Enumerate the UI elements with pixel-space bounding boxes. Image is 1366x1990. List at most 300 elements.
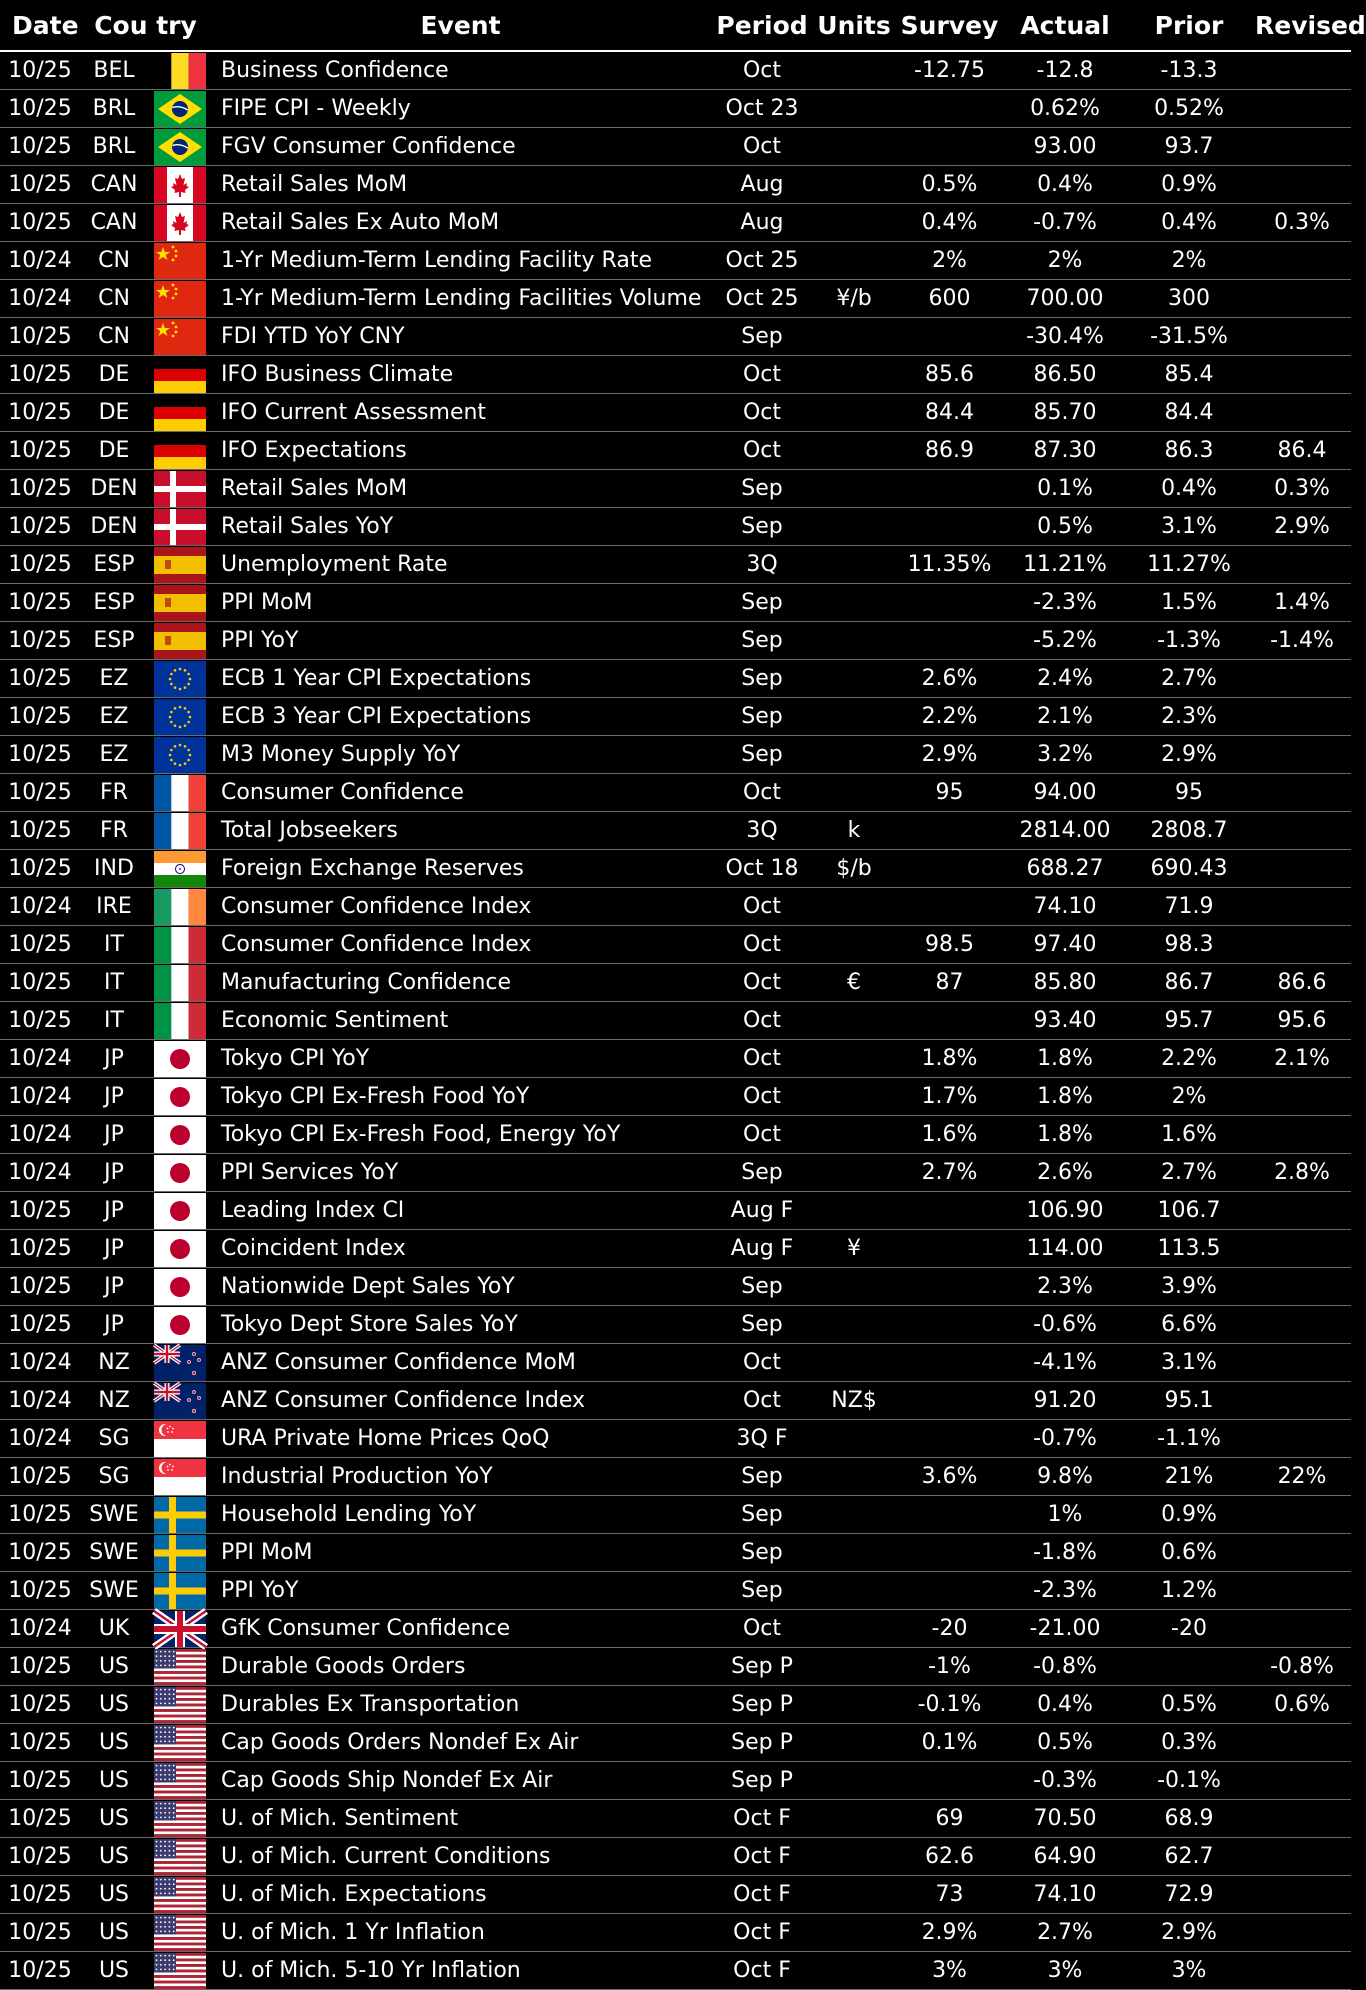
flag-cell xyxy=(148,1040,211,1078)
cell-event: Durable Goods Orders xyxy=(211,1648,710,1686)
cell-survey xyxy=(894,1268,1005,1306)
cell-prior: 3.9% xyxy=(1125,1268,1253,1306)
flag-new-zealand-icon xyxy=(154,1383,206,1419)
table-row xyxy=(0,622,1351,660)
cell-period: 3Q F xyxy=(710,1420,814,1458)
cell-event: Cap Goods Ship Nondef Ex Air xyxy=(211,1762,710,1800)
cell-revised xyxy=(1253,318,1351,356)
cell-survey: 85.6 xyxy=(894,356,1005,394)
cell-prior: 6.6% xyxy=(1125,1306,1253,1344)
cell-units xyxy=(814,1914,894,1952)
cell-date: 10/25 xyxy=(0,1306,80,1344)
col-header-prior: Prior xyxy=(1125,0,1253,51)
cell-revised xyxy=(1253,166,1351,204)
cell-prior: 0.5% xyxy=(1125,1686,1253,1724)
cell-date: 10/25 xyxy=(0,1230,80,1268)
cell-actual: 0.4% xyxy=(1005,1686,1125,1724)
cell-country: BEL xyxy=(80,51,148,90)
table-row xyxy=(0,964,1351,1002)
cell-event: Cap Goods Orders Nondef Ex Air xyxy=(211,1724,710,1762)
cell-actual: -0.8% xyxy=(1005,1648,1125,1686)
cell-event: PPI MoM xyxy=(211,1534,710,1572)
cell-units xyxy=(814,1724,894,1762)
flag-cell xyxy=(148,90,211,128)
cell-actual: 114.00 xyxy=(1005,1230,1125,1268)
table-row xyxy=(0,1458,1351,1496)
cell-period: 3Q xyxy=(710,812,814,850)
cell-prior: 3% xyxy=(1125,1952,1253,1990)
cell-actual: 1.8% xyxy=(1005,1116,1125,1154)
cell-units xyxy=(814,1800,894,1838)
flag-denmark-icon xyxy=(154,471,206,507)
flag-singapore-icon xyxy=(154,1459,206,1495)
cell-prior: 300 xyxy=(1125,280,1253,318)
cell-prior: -0.1% xyxy=(1125,1762,1253,1800)
cell-revised xyxy=(1253,888,1351,926)
cell-survey xyxy=(894,128,1005,166)
table-row xyxy=(0,926,1351,964)
cell-actual: 1.8% xyxy=(1005,1040,1125,1078)
cell-period: Oct xyxy=(710,1078,814,1116)
cell-prior: -1.3% xyxy=(1125,622,1253,660)
cell-actual: 2814.00 xyxy=(1005,812,1125,850)
cell-date: 10/25 xyxy=(0,774,80,812)
cell-survey: 1.7% xyxy=(894,1078,1005,1116)
cell-date: 10/25 xyxy=(0,1002,80,1040)
cell-revised xyxy=(1253,1534,1351,1572)
cell-survey xyxy=(894,1762,1005,1800)
cell-country: IT xyxy=(80,1002,148,1040)
cell-date: 10/25 xyxy=(0,1192,80,1230)
cell-survey: 2.9% xyxy=(894,736,1005,774)
cell-units xyxy=(814,356,894,394)
cell-date: 10/25 xyxy=(0,1648,80,1686)
cell-period: Oct xyxy=(710,128,814,166)
cell-survey: 2% xyxy=(894,242,1005,280)
cell-units xyxy=(814,1002,894,1040)
flag-cell xyxy=(148,812,211,850)
cell-period: Oct xyxy=(710,432,814,470)
table-row xyxy=(0,1496,1351,1534)
flag-cell xyxy=(148,1078,211,1116)
cell-units xyxy=(814,1192,894,1230)
cell-event: Household Lending YoY xyxy=(211,1496,710,1534)
table-row xyxy=(0,470,1351,508)
cell-country: US xyxy=(80,1952,148,1990)
cell-units xyxy=(814,1876,894,1914)
cell-revised: 0.3% xyxy=(1253,204,1351,242)
flag-france-icon xyxy=(154,775,206,811)
cell-period: Sep xyxy=(710,508,814,546)
cell-prior: 3.1% xyxy=(1125,1344,1253,1382)
cell-period: Oct xyxy=(710,774,814,812)
cell-units xyxy=(814,774,894,812)
flag-cell xyxy=(148,1230,211,1268)
cell-prior xyxy=(1125,1648,1253,1686)
flag-cell xyxy=(148,1116,211,1154)
cell-revised xyxy=(1253,926,1351,964)
flag-japan-icon xyxy=(154,1231,206,1267)
cell-country: NZ xyxy=(80,1344,148,1382)
cell-date: 10/24 xyxy=(0,1154,80,1192)
cell-units xyxy=(814,1952,894,1990)
cell-units xyxy=(814,1078,894,1116)
cell-country: EZ xyxy=(80,736,148,774)
table-row xyxy=(0,1876,1351,1914)
cell-country: CN xyxy=(80,280,148,318)
cell-date: 10/25 xyxy=(0,90,80,128)
cell-revised xyxy=(1253,1572,1351,1610)
cell-revised xyxy=(1253,546,1351,584)
cell-actual: 64.90 xyxy=(1005,1838,1125,1876)
cell-revised xyxy=(1253,1382,1351,1420)
cell-actual: -0.7% xyxy=(1005,204,1125,242)
flag-eu-icon xyxy=(154,699,206,735)
cell-country: ESP xyxy=(80,546,148,584)
flag-japan-icon xyxy=(154,1041,206,1077)
table-row xyxy=(0,1762,1351,1800)
cell-country: DE xyxy=(80,356,148,394)
flag-france-icon xyxy=(154,813,206,849)
flag-cell xyxy=(148,1344,211,1382)
cell-survey: 98.5 xyxy=(894,926,1005,964)
cell-actual: 2.3% xyxy=(1005,1268,1125,1306)
cell-country: EZ xyxy=(80,660,148,698)
cell-survey xyxy=(894,1572,1005,1610)
cell-revised xyxy=(1253,698,1351,736)
cell-actual: 2.1% xyxy=(1005,698,1125,736)
cell-event: Tokyo CPI Ex-Fresh Food, Energy YoY xyxy=(211,1116,710,1154)
cell-revised: 22% xyxy=(1253,1458,1351,1496)
cell-country: CAN xyxy=(80,204,148,242)
table-row xyxy=(0,1230,1351,1268)
flag-us-icon xyxy=(154,1839,206,1875)
cell-country: EZ xyxy=(80,698,148,736)
cell-country: NZ xyxy=(80,1382,148,1420)
cell-actual: -0.7% xyxy=(1005,1420,1125,1458)
cell-prior: 2.9% xyxy=(1125,1914,1253,1952)
cell-survey: 95 xyxy=(894,774,1005,812)
cell-prior: -20 xyxy=(1125,1610,1253,1648)
cell-actual: -2.3% xyxy=(1005,584,1125,622)
cell-units xyxy=(814,51,894,90)
cell-country: JP xyxy=(80,1268,148,1306)
cell-period: Oct xyxy=(710,964,814,1002)
cell-period: Oct xyxy=(710,1382,814,1420)
cell-survey xyxy=(894,1496,1005,1534)
cell-period: Oct xyxy=(710,888,814,926)
cell-country: DEN xyxy=(80,470,148,508)
cell-prior: 690.43 xyxy=(1125,850,1253,888)
flag-cell xyxy=(148,204,211,242)
cell-event: Business Confidence xyxy=(211,51,710,90)
cell-revised xyxy=(1253,1230,1351,1268)
table-row xyxy=(0,1040,1351,1078)
table-row xyxy=(0,356,1351,394)
cell-revised xyxy=(1253,90,1351,128)
cell-date: 10/25 xyxy=(0,546,80,584)
cell-prior: 0.9% xyxy=(1125,166,1253,204)
cell-country: FR xyxy=(80,812,148,850)
cell-actual: 85.70 xyxy=(1005,394,1125,432)
cell-country: US xyxy=(80,1800,148,1838)
cell-revised: 2.1% xyxy=(1253,1040,1351,1078)
cell-units xyxy=(814,432,894,470)
cell-country: US xyxy=(80,1762,148,1800)
cell-units xyxy=(814,1306,894,1344)
cell-event: Foreign Exchange Reserves xyxy=(211,850,710,888)
flag-cell xyxy=(148,470,211,508)
cell-survey: 2.2% xyxy=(894,698,1005,736)
cell-country: US xyxy=(80,1648,148,1686)
cell-event: PPI Services YoY xyxy=(211,1154,710,1192)
cell-country: JP xyxy=(80,1192,148,1230)
cell-prior: 0.52% xyxy=(1125,90,1253,128)
cell-revised xyxy=(1253,812,1351,850)
cell-period: Oct 18 xyxy=(710,850,814,888)
cell-country: IRE xyxy=(80,888,148,926)
cell-units xyxy=(814,926,894,964)
cell-date: 10/25 xyxy=(0,356,80,394)
cell-revised xyxy=(1253,1306,1351,1344)
flag-brazil-icon xyxy=(154,91,206,127)
cell-period: Sep xyxy=(710,470,814,508)
flag-japan-icon xyxy=(154,1117,206,1153)
cell-event: ECB 1 Year CPI Expectations xyxy=(211,660,710,698)
table-row xyxy=(0,1724,1351,1762)
cell-period: Oct xyxy=(710,51,814,90)
flag-cell xyxy=(148,736,211,774)
cell-event: Retail Sales MoM xyxy=(211,470,710,508)
cell-event: Total Jobseekers xyxy=(211,812,710,850)
flag-cell xyxy=(148,128,211,166)
table-row xyxy=(0,660,1351,698)
cell-prior: 2% xyxy=(1125,1078,1253,1116)
flag-germany-icon xyxy=(154,433,206,469)
flag-cell xyxy=(148,1724,211,1762)
cell-period: Sep P xyxy=(710,1724,814,1762)
cell-units xyxy=(814,1420,894,1458)
flag-cell xyxy=(148,546,211,584)
cell-revised xyxy=(1253,280,1351,318)
cell-units xyxy=(814,508,894,546)
cell-survey: 3.6% xyxy=(894,1458,1005,1496)
cell-prior: 98.3 xyxy=(1125,926,1253,964)
cell-event: IFO Expectations xyxy=(211,432,710,470)
cell-prior: 1.2% xyxy=(1125,1572,1253,1610)
cell-period: Oct F xyxy=(710,1800,814,1838)
cell-survey xyxy=(894,1382,1005,1420)
cell-prior: 0.9% xyxy=(1125,1496,1253,1534)
cell-country: CN xyxy=(80,318,148,356)
cell-event: U. of Mich. 5-10 Yr Inflation xyxy=(211,1952,710,1990)
cell-units xyxy=(814,1344,894,1382)
cell-survey: 2.6% xyxy=(894,660,1005,698)
cell-survey xyxy=(894,318,1005,356)
cell-units: € xyxy=(814,964,894,1002)
table-row xyxy=(0,1268,1351,1306)
table-row xyxy=(0,1116,1351,1154)
cell-actual: -2.3% xyxy=(1005,1572,1125,1610)
cell-event: 1-Yr Medium-Term Lending Facility Rate xyxy=(211,242,710,280)
cell-survey: 73 xyxy=(894,1876,1005,1914)
cell-survey xyxy=(894,90,1005,128)
cell-prior: 2% xyxy=(1125,242,1253,280)
cell-units: ¥ xyxy=(814,1230,894,1268)
flag-sweden-icon xyxy=(154,1573,206,1609)
cell-actual: -0.6% xyxy=(1005,1306,1125,1344)
cell-country: ESP xyxy=(80,622,148,660)
flag-china-icon xyxy=(154,281,206,317)
cell-survey: 3% xyxy=(894,1952,1005,1990)
cell-actual: 0.1% xyxy=(1005,470,1125,508)
table-row xyxy=(0,812,1351,850)
cell-event: PPI MoM xyxy=(211,584,710,622)
cell-actual: 3.2% xyxy=(1005,736,1125,774)
cell-event: Consumer Confidence xyxy=(211,774,710,812)
flag-belgium-icon xyxy=(154,53,206,89)
table-row xyxy=(0,1306,1351,1344)
cell-prior: 113.5 xyxy=(1125,1230,1253,1268)
cell-date: 10/25 xyxy=(0,1762,80,1800)
cell-units xyxy=(814,90,894,128)
cell-revised: 86.4 xyxy=(1253,432,1351,470)
cell-event: Tokyo Dept Store Sales YoY xyxy=(211,1306,710,1344)
flag-canada-icon xyxy=(154,205,206,241)
flag-brazil-icon xyxy=(154,129,206,165)
cell-actual: -1.8% xyxy=(1005,1534,1125,1572)
cell-survey: 0.1% xyxy=(894,1724,1005,1762)
cell-period: Oct 25 xyxy=(710,280,814,318)
cell-country: US xyxy=(80,1914,148,1952)
cell-units xyxy=(814,1040,894,1078)
cell-units xyxy=(814,394,894,432)
cell-prior: 1.5% xyxy=(1125,584,1253,622)
cell-period: Oct 25 xyxy=(710,242,814,280)
cell-units xyxy=(814,1116,894,1154)
cell-survey xyxy=(894,584,1005,622)
cell-date: 10/25 xyxy=(0,1724,80,1762)
cell-revised xyxy=(1253,394,1351,432)
cell-actual: 106.90 xyxy=(1005,1192,1125,1230)
table-row xyxy=(0,394,1351,432)
flag-spain-icon xyxy=(154,547,206,583)
cell-units xyxy=(814,622,894,660)
cell-prior: 0.3% xyxy=(1125,1724,1253,1762)
cell-date: 10/24 xyxy=(0,1344,80,1382)
cell-event: Economic Sentiment xyxy=(211,1002,710,1040)
cell-revised xyxy=(1253,51,1351,90)
cell-units xyxy=(814,1458,894,1496)
flag-cell xyxy=(148,1534,211,1572)
flag-cell xyxy=(148,1686,211,1724)
cell-actual: 91.20 xyxy=(1005,1382,1125,1420)
cell-survey xyxy=(894,1306,1005,1344)
table-row xyxy=(0,90,1351,128)
header-row xyxy=(0,0,1351,51)
cell-date: 10/25 xyxy=(0,166,80,204)
cell-period: Oct F xyxy=(710,1838,814,1876)
flag-cell xyxy=(148,1154,211,1192)
cell-period: Oct F xyxy=(710,1952,814,1990)
cell-date: 10/25 xyxy=(0,1458,80,1496)
cell-period: Sep xyxy=(710,660,814,698)
cell-period: Sep xyxy=(710,1534,814,1572)
cell-actual: 0.5% xyxy=(1005,1724,1125,1762)
cell-prior: 0.4% xyxy=(1125,470,1253,508)
flag-germany-icon xyxy=(154,357,206,393)
cell-period: Sep xyxy=(710,1572,814,1610)
cell-event: FDI YTD YoY CNY xyxy=(211,318,710,356)
cell-survey: -1% xyxy=(894,1648,1005,1686)
cell-revised: 0.6% xyxy=(1253,1686,1351,1724)
cell-event: Leading Index CI xyxy=(211,1192,710,1230)
cell-country: JP xyxy=(80,1306,148,1344)
table-row xyxy=(0,1572,1351,1610)
cell-units xyxy=(814,242,894,280)
cell-period: Sep xyxy=(710,622,814,660)
cell-period: Sep xyxy=(710,1306,814,1344)
cell-country: BRL xyxy=(80,128,148,166)
cell-event: Retail Sales YoY xyxy=(211,508,710,546)
table-row xyxy=(0,1420,1351,1458)
cell-prior: -31.5% xyxy=(1125,318,1253,356)
cell-country: CN xyxy=(80,242,148,280)
cell-units xyxy=(814,204,894,242)
cell-revised xyxy=(1253,1952,1351,1990)
cell-prior: 1.6% xyxy=(1125,1116,1253,1154)
table-row xyxy=(0,1686,1351,1724)
cell-date: 10/25 xyxy=(0,1572,80,1610)
cell-period: Sep P xyxy=(710,1762,814,1800)
cell-survey: 2.9% xyxy=(894,1914,1005,1952)
flag-japan-icon xyxy=(154,1193,206,1229)
cell-event: Retail Sales Ex Auto MoM xyxy=(211,204,710,242)
cell-event: Industrial Production YoY xyxy=(211,1458,710,1496)
cell-survey: -0.1% xyxy=(894,1686,1005,1724)
flag-cell xyxy=(148,1496,211,1534)
cell-country: FR xyxy=(80,774,148,812)
cell-date: 10/25 xyxy=(0,622,80,660)
cell-event: URA Private Home Prices QoQ xyxy=(211,1420,710,1458)
cell-country: IND xyxy=(80,850,148,888)
cell-revised xyxy=(1253,128,1351,166)
cell-country: US xyxy=(80,1686,148,1724)
cell-event: Coincident Index xyxy=(211,1230,710,1268)
cell-actual: 3% xyxy=(1005,1952,1125,1990)
cell-prior: 3.1% xyxy=(1125,508,1253,546)
cell-prior: 2.7% xyxy=(1125,1154,1253,1192)
flag-cell xyxy=(148,1876,211,1914)
cell-period: Oct 23 xyxy=(710,90,814,128)
cell-period: Oct xyxy=(710,1002,814,1040)
cell-survey xyxy=(894,622,1005,660)
cell-prior: 11.27% xyxy=(1125,546,1253,584)
cell-prior: 95 xyxy=(1125,774,1253,812)
cell-date: 10/25 xyxy=(0,1534,80,1572)
cell-event: Tokyo CPI YoY xyxy=(211,1040,710,1078)
cell-country: BRL xyxy=(80,90,148,128)
cell-event: FGV Consumer Confidence xyxy=(211,128,710,166)
cell-survey xyxy=(894,1534,1005,1572)
cell-actual: 2.4% xyxy=(1005,660,1125,698)
flag-spain-icon xyxy=(154,585,206,621)
cell-survey: -20 xyxy=(894,1610,1005,1648)
cell-period: Aug F xyxy=(710,1230,814,1268)
col-header-period: Period xyxy=(710,0,814,51)
cell-survey: -12.75 xyxy=(894,51,1005,90)
table-row xyxy=(0,128,1351,166)
